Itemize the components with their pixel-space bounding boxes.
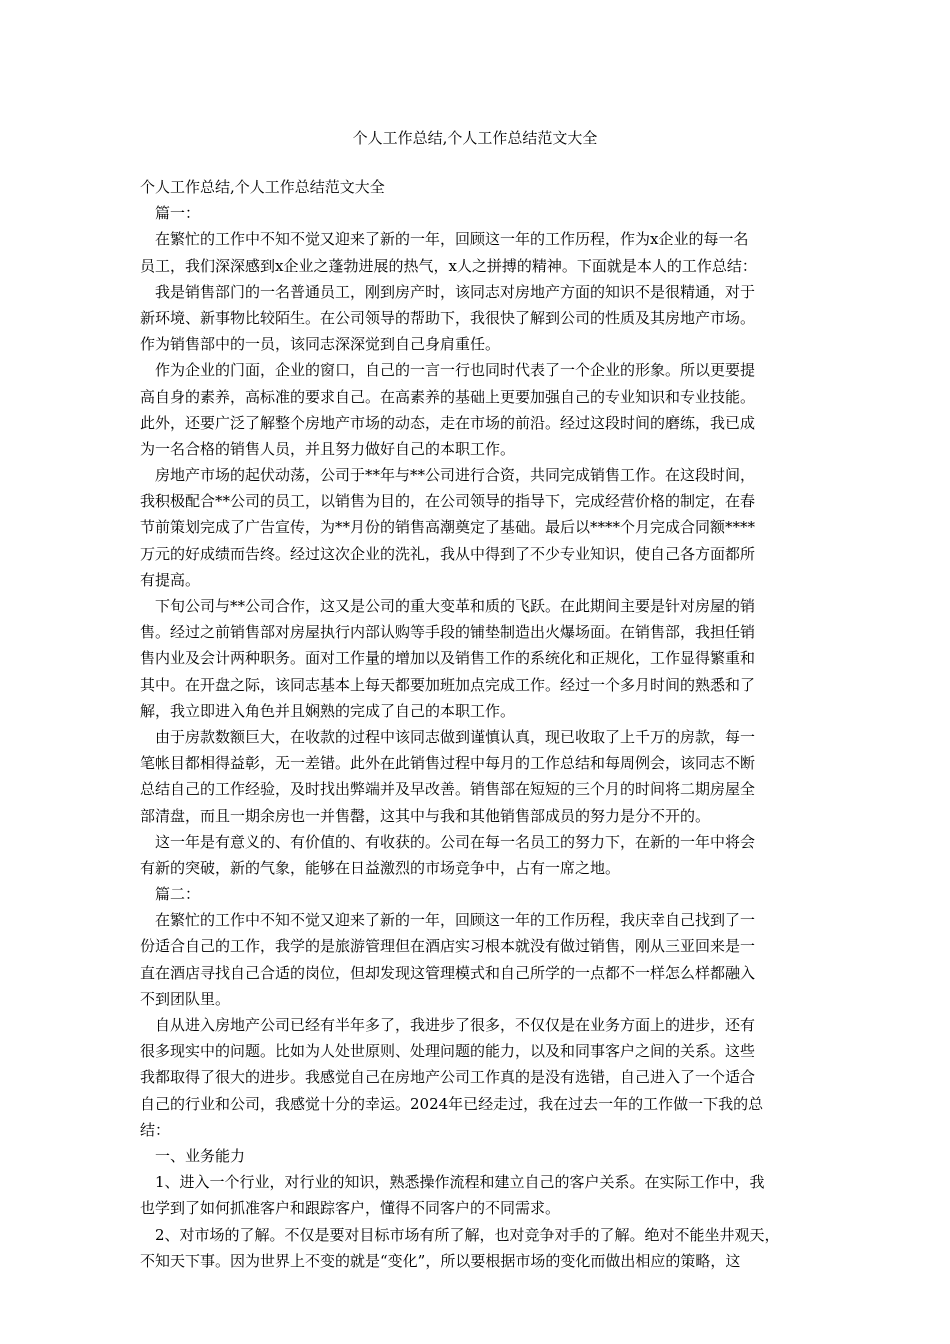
- text-line: 自从进入房地产公司已经有半年多了，我进步了很多，不仅仅是在业务方面上的进步，还有: [140, 1016, 756, 1034]
- text-line: 此外，还要广泛了解整个房地产市场的动态，走在市场的前沿。经过这段时间的磨练，我已成: [140, 413, 756, 432]
- text-line: 自己的行业和公司，我感觉十分的幸运。2024年已经走过，我在过去一年的工作做一下我的总: [140, 1094, 764, 1113]
- text-line: 万元的好成绩而告终。经过这次企业的洗礼，我从中得到了不少专业知识，使自己各方面都所: [140, 544, 756, 563]
- text-line: 有提高。: [140, 570, 201, 589]
- text-line: 不知天下事。因为世界上不变的就是“变化”，所以要根据市场的变化而做出相应的策略，这: [140, 1251, 741, 1270]
- text-line: 也学到了如何抓准客户和跟踪客户，懂得不同客户的不同需求。: [140, 1199, 561, 1218]
- text-line: 个人工作总结,个人工作总结范文大全: [140, 178, 385, 196]
- document-title: 个人工作总结,个人工作总结范文大全: [352, 129, 598, 147]
- text-line: 1、进入一个行业，对行业的知识，熟悉操作流程和建立自己的客户关系。在实际工作中，我: [140, 1173, 765, 1192]
- text-line: 一、业务能力: [140, 1146, 246, 1165]
- text-line: 房地产市场的起伏动荡，公司于**年与**公司进行合资，共同完成销售工作。在这段时间，: [140, 466, 756, 485]
- text-line: 有新的突破，新的气象，能够在日益激烈的市场竞争中，占有一席之地。: [140, 858, 621, 877]
- text-line: 份适合自己的工作，我学的是旅游管理但在酒店实习根本就没有做过销售，刚从三亚回来是一: [140, 937, 756, 956]
- text-line: 解，我立即进入角色并且娴熟的完成了自己的本职工作。: [140, 701, 516, 720]
- text-line: 由于房款数额巨大，在收款的过程中该同志做到谨慎认真，现已收取了上千万的房款，每一: [140, 727, 756, 746]
- text-line: 2、对市场的了解。不仅是要对目标市场有所了解，也对竞争对手的了解。绝对不能坐井观天，: [140, 1225, 780, 1244]
- text-line: 我都取得了很大的进步。我感觉自己在房地产公司工作真的是没有选错，自己进入了一个适合: [140, 1068, 756, 1087]
- text-line: 很多现实中的问题。比如为人处世原则、处理问题的能力，以及和同事客户之间的关系。这些: [140, 1042, 756, 1061]
- text-line: 为一名合格的销售人员，并且努力做好自己的本职工作。: [140, 439, 516, 458]
- text-line: 高自身的素养，高标准的要求自己。在高素养的基础上更要加强自己的专业知识和专业技能。: [140, 387, 756, 406]
- text-line: 在繁忙的工作中不知不觉又迎来了新的一年，回顾这一年的工作历程，作为x企业的每一名: [140, 230, 749, 249]
- text-line: 篇一：: [140, 204, 201, 223]
- text-line: 售。经过之前销售部对房屋执行内部认购等手段的铺垫制造出火爆场面。在销售部，我担任销: [140, 623, 756, 642]
- text-line: 作为销售部中的一员，该同志深深觉到自己身肩重任。: [140, 335, 501, 354]
- text-line: 下旬公司与**公司合作，这又是公司的重大变革和质的飞跃。在此期间主要是针对房屋的销: [140, 597, 756, 615]
- text-line: 部清盘，而且一期余房也一并售罄，这其中与我和其他销售部成员的努力是分不开的。: [140, 806, 711, 825]
- text-line: 新环境、新事物比较陌生。在公司领导的帮助下，我很快了解到公司的性质及其房地产市场。: [140, 308, 756, 327]
- text-line: 节前策划完成了广告宣传，为**月份的销售高潮奠定了基础。最后以****个月完成合同额****: [140, 518, 756, 537]
- text-line: 我是销售部门的一名普通员工，刚到房产时，该同志对房地产方面的知识不是很精通，对于: [140, 282, 756, 301]
- text-line: 总结自己的工作经验，及时找出弊端并及早改善。销售部在短短的三个月的时间将二期房屋全: [140, 780, 756, 799]
- text-line: 其中。在开盘之际，该同志基本上每天都要加班加点完成工作。经过一个多月时间的熟悉和了: [140, 675, 756, 694]
- text-line: 售内业及会计两种职务。面对工作量的增加以及销售工作的系统化和正规化，工作显得繁重和: [140, 649, 756, 668]
- text-line: 结：: [140, 1120, 171, 1139]
- text-line: 笔帐目都相得益彰，无一差错。此外在此销售过程中每月的工作总结和每周例会，该同志不断: [140, 754, 756, 773]
- text-line: 我积极配合**公司的员工，以销售为目的，在公司领导的指导下，完成经营价格的制定，在春: [140, 492, 756, 511]
- text-line: 这一年是有意义的、有价值的、有收获的。公司在每一名员工的努力下，在新的一年中将会: [140, 832, 756, 851]
- document-body: [140, 174, 810, 1274]
- text-line: 在繁忙的工作中不知不觉又迎来了新的一年，回顾这一年的工作历程，我庆幸自己找到了一: [140, 911, 756, 930]
- text-line: 直在酒店寻找自己合适的岗位，但却发现这管理模式和自己所学的一点都不一样怎么样都融入: [140, 963, 756, 982]
- text-line: 作为企业的门面，企业的窗口，自己的一言一行也同时代表了一个企业的形象。所以更要提: [140, 361, 756, 380]
- text-line: 不到团队里。: [140, 989, 231, 1008]
- text-line: 篇二：: [140, 885, 201, 904]
- text-line: 员工，我们深深感到x企业之蓬勃进展的热气，x人之拼搏的精神。下面就是本人的工作总结：: [140, 256, 757, 275]
